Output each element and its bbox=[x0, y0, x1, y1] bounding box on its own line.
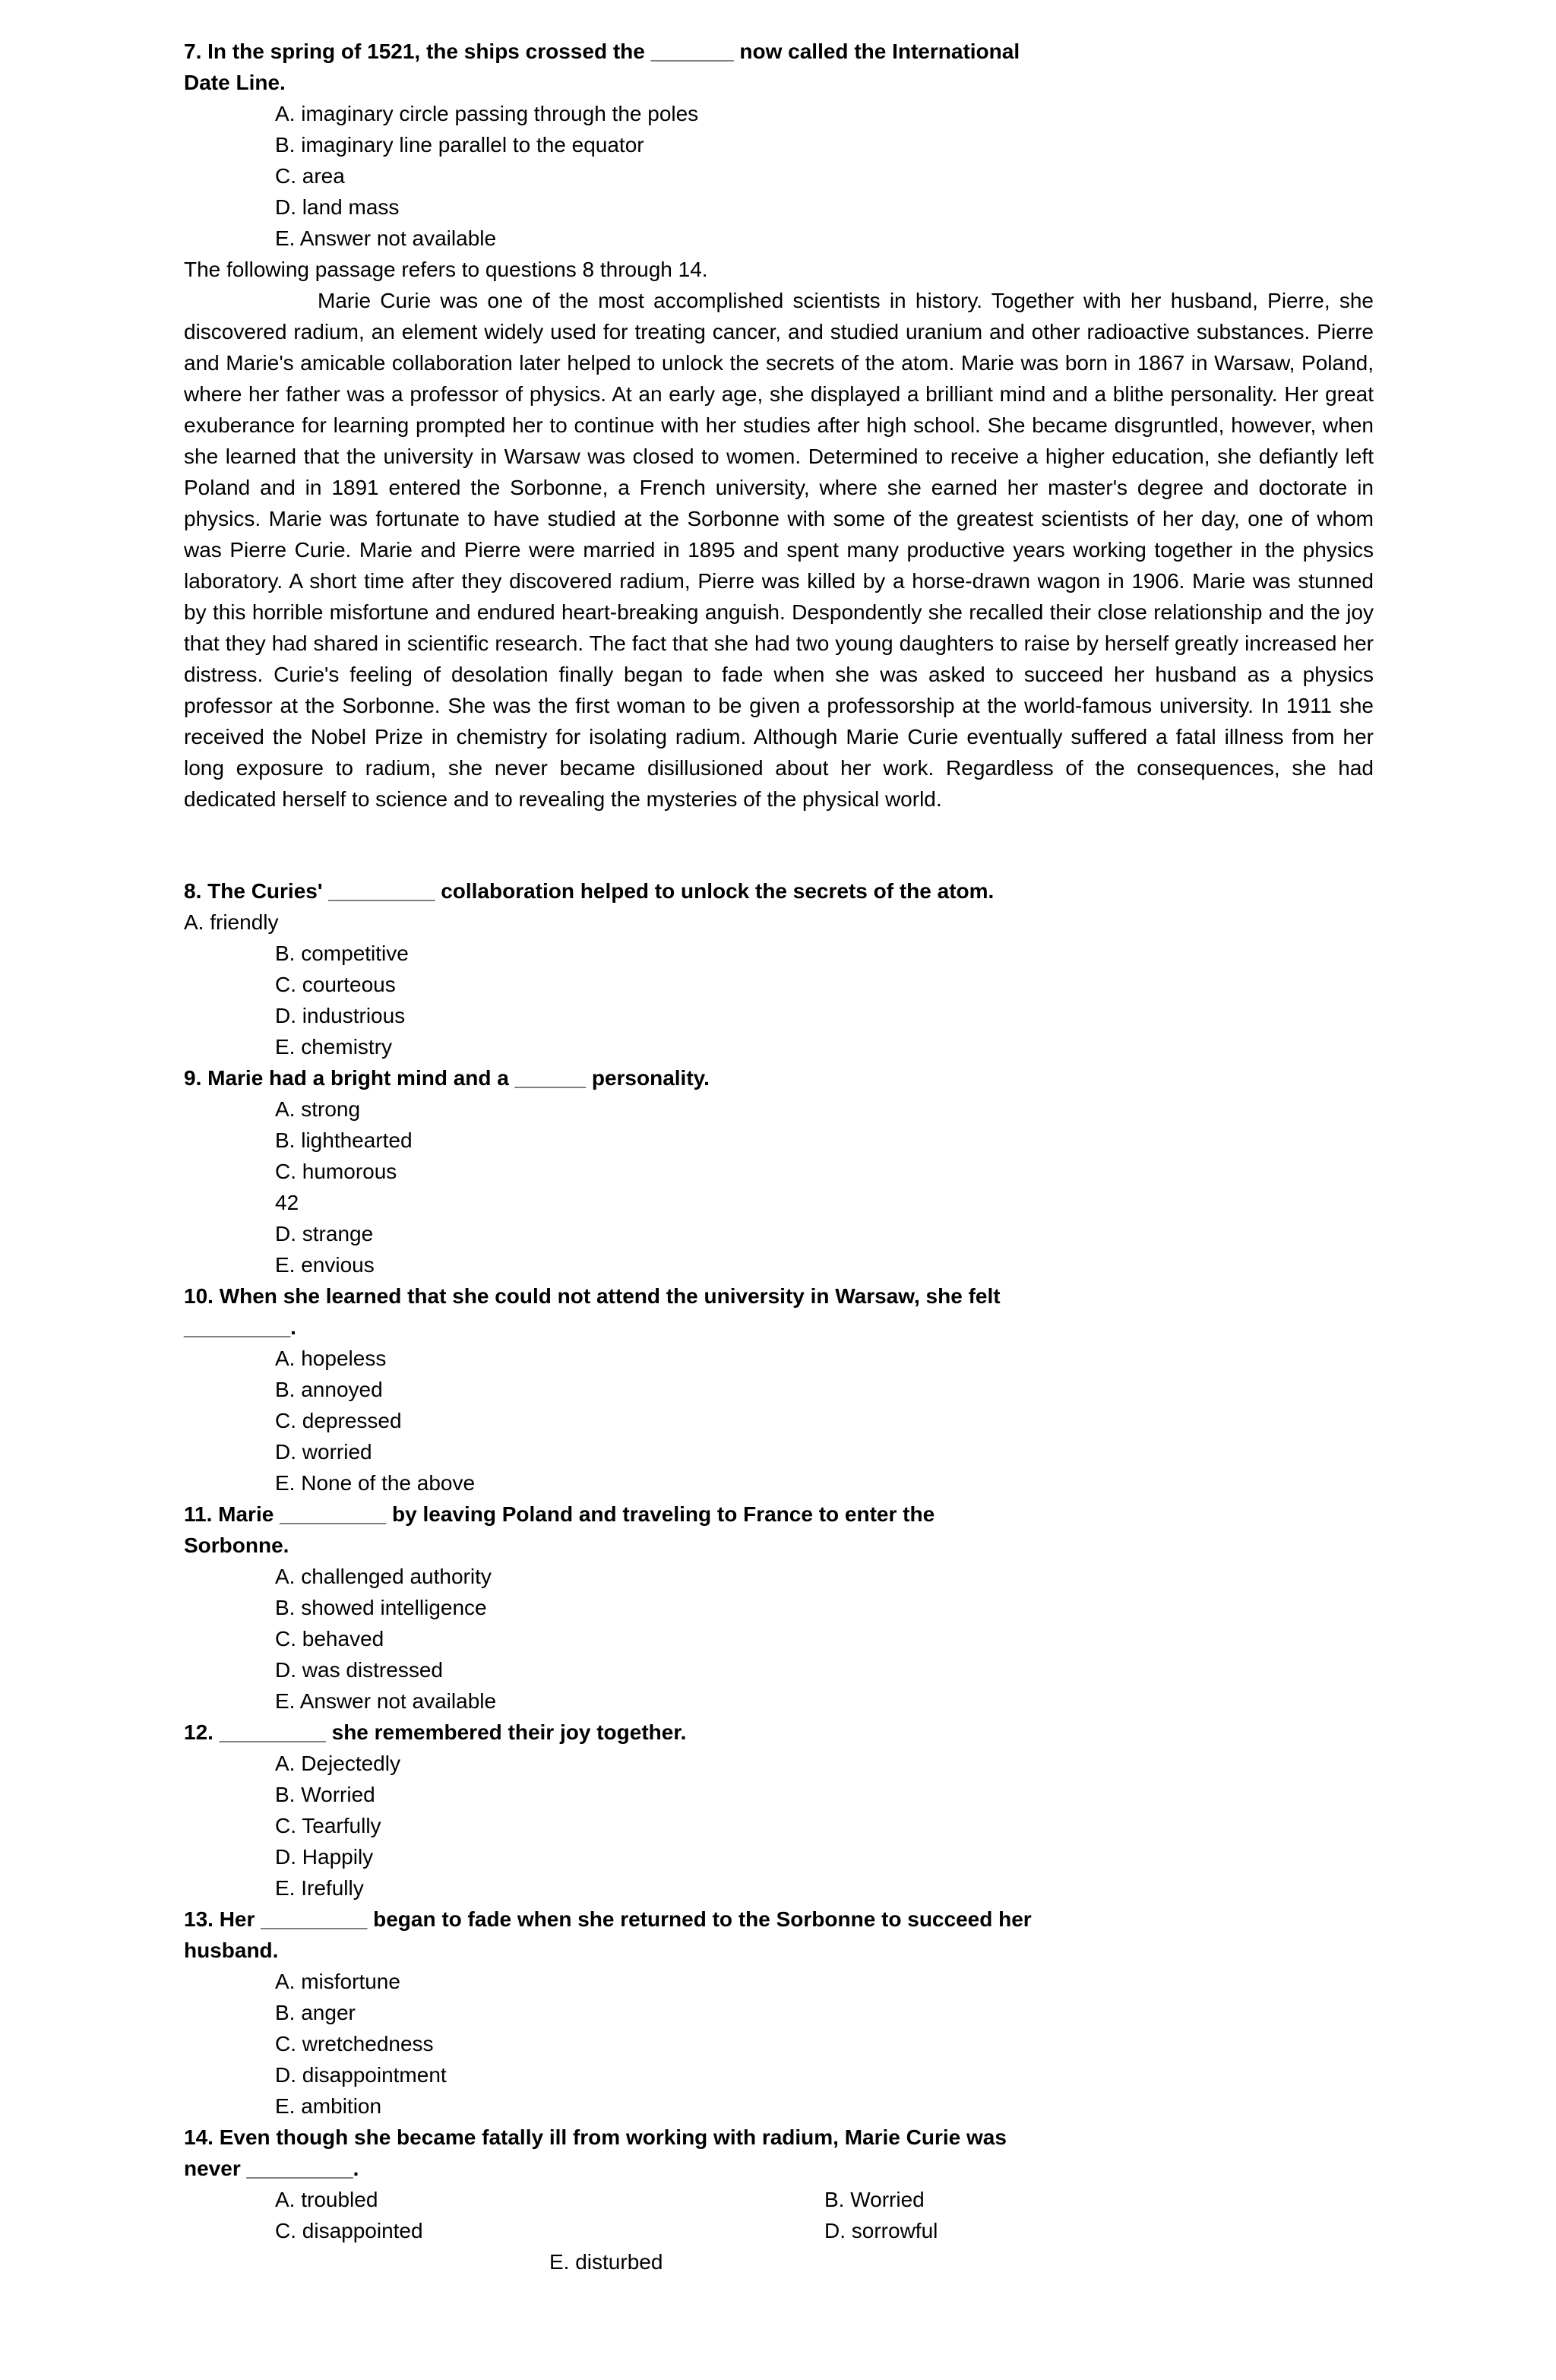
question-8-option-b: B. competitive bbox=[275, 942, 409, 965]
question-10-option-e: E. None of the above bbox=[275, 1471, 476, 1495]
question-14-option-c: C. disappointed bbox=[275, 2219, 423, 2242]
question-14-option-b: B. Worried bbox=[824, 2188, 925, 2211]
question-9-stem: 9. Marie had a bright mind and a ______ personality. bbox=[184, 1066, 710, 1090]
question-10-option-a: A. hopeless bbox=[275, 1347, 387, 1370]
question-11-stem-line-2: Sorbonne. bbox=[184, 1533, 289, 1557]
question-8-option-a: A. friendly bbox=[184, 910, 279, 934]
question-7-option-e: E. Answer not available bbox=[275, 226, 497, 250]
question-10-option-b: B. annoyed bbox=[275, 1378, 383, 1401]
question-13-option-b: B. anger bbox=[275, 2001, 356, 2024]
question-7-option-d: D. land mass bbox=[275, 195, 400, 219]
question-11-option-d: D. was distressed bbox=[275, 1658, 443, 1682]
question-12-option-d: D. Happily bbox=[275, 1845, 374, 1869]
question-12-option-e: E. Irefully bbox=[275, 1876, 364, 1900]
question-11-option-c: C. behaved bbox=[275, 1627, 384, 1650]
question-10-option-c: C. depressed bbox=[275, 1409, 402, 1432]
question-11-option-b: B. showed intelligence bbox=[275, 1596, 487, 1619]
question-11-option-e: E. Answer not available bbox=[275, 1689, 497, 1713]
question-9-option-e: E. envious bbox=[275, 1253, 375, 1277]
question-13-option-a: A. misfortune bbox=[275, 1970, 400, 1993]
passage-intro: The following passage refers to questions 8 through 14. bbox=[184, 258, 708, 281]
question-14-option-e: E. disturbed bbox=[549, 2250, 663, 2274]
question-7-stem-line-2: Date Line. bbox=[184, 71, 286, 94]
question-10-option-d: D. worried bbox=[275, 1440, 372, 1464]
page-number: 42 bbox=[275, 1191, 299, 1214]
question-10-stem-line-2: _________. bbox=[184, 1315, 296, 1339]
question-12-stem: 12. _________ she remembered their joy together. bbox=[184, 1720, 687, 1744]
question-14-option-a: A. troubled bbox=[275, 2188, 378, 2211]
question-7-option-b: B. imaginary line parallel to the equator bbox=[275, 133, 644, 157]
question-7-stem-line-1: 7. In the spring of 1521, the ships crossed the _______ now called the International bbox=[184, 40, 1020, 63]
passage-text: Marie Curie was one of the most accomplished scientists in history. Together with her husband, Pierre, she discovered radium, an element widely used for treating cancer, and studied uranium and other radioactive substances. Pierre and Marie's amicable collaboration later helped to unlock the secrets of the atom. Marie was born in 1867 in Warsaw, Poland, where her father was a professor of physics. At an early age, she displayed a brilliant mind and a blithe personality. Her great exuberance for learning prompted her to continue with her studies after high school. She became disgruntled, however, when she learned that the university in Warsaw was closed to women. Determined to receive a higher education, she defiantly left Poland and in 1891 entered the Sorbonne, a French university, where she earned her master's degree and doctorate in physics. Marie was fortunate to have studied at the Sorbonne with some of the greatest scientists of her day, one of whom was Pierre Curie. Marie and Pierre were married in 1895 and spent many productive years working together in the physics laboratory. A short time after they discovered radium, Pierre was killed by a horse-drawn wagon in 1906. Marie was stunned by this horrible misfortune and endured heart-breaking anguish. Despondently she recalled their close relationship and the joy that they had shared in scientific research. The fact that she had two young daughters to raise by herself greatly increased her distress. Curie's feeling of desolation finally began to fade when she was asked to succeed her husband as a physics professor at the Sorbonne. She was the first woman to be given a professorship at the world-famous university. In 1911 she received the Nobel Prize in chemistry for isolating radium. Although Marie Curie eventually suffered a fatal illness from her long exposure to radium, she never became disillusioned about her work. Regardless of the consequences, she had dedicated herself to science and to revealing the mysteries of the physical world. bbox=[184, 289, 1374, 811]
question-13-option-e: E. ambition bbox=[275, 2094, 382, 2118]
question-11-option-a: A. challenged authority bbox=[275, 1565, 492, 1588]
reading-passage bbox=[184, 285, 1374, 815]
question-8-option-e: E. chemistry bbox=[275, 1035, 393, 1059]
question-13-stem-line-2: husband. bbox=[184, 1938, 279, 1962]
question-8-option-d: D. industrious bbox=[275, 1004, 406, 1027]
question-12-option-a: A. Dejectedly bbox=[275, 1752, 400, 1775]
question-8-stem: 8. The Curies' _________ collaboration helped to unlock the secrets of the atom. bbox=[184, 879, 995, 903]
question-9-option-a: A. strong bbox=[275, 1097, 361, 1121]
question-11-stem-line-1: 11. Marie _________ by leaving Poland and traveling to France to enter the bbox=[184, 1502, 935, 1526]
question-13-stem-line-1: 13. Her _________ began to fade when she returned to the Sorbonne to succeed her bbox=[184, 1907, 1032, 1931]
question-14-stem-line-1: 14. Even though she became fatally ill from working with radium, Marie Curie was bbox=[184, 2125, 1007, 2149]
question-9-option-d: D. strange bbox=[275, 1222, 374, 1245]
question-9-option-b: B. lighthearted bbox=[275, 1128, 413, 1152]
question-13-option-d: D. disappointment bbox=[275, 2063, 447, 2087]
question-14-stem-line-2: never _________. bbox=[184, 2157, 359, 2180]
question-12-option-b: B. Worried bbox=[275, 1783, 375, 1806]
question-13-option-c: C. wretchedness bbox=[275, 2032, 434, 2056]
question-7-option-c: C. area bbox=[275, 164, 345, 188]
question-12-option-c: C. Tearfully bbox=[275, 1814, 381, 1837]
question-14-option-d: D. sorrowful bbox=[824, 2219, 938, 2242]
question-9-option-c: C. humorous bbox=[275, 1160, 397, 1183]
question-8-option-c: C. courteous bbox=[275, 973, 396, 996]
question-7-option-a: A. imaginary circle passing through the poles bbox=[275, 102, 699, 125]
question-10-stem-line-1: 10. When she learned that she could not attend the university in Warsaw, she felt bbox=[184, 1284, 1001, 1308]
